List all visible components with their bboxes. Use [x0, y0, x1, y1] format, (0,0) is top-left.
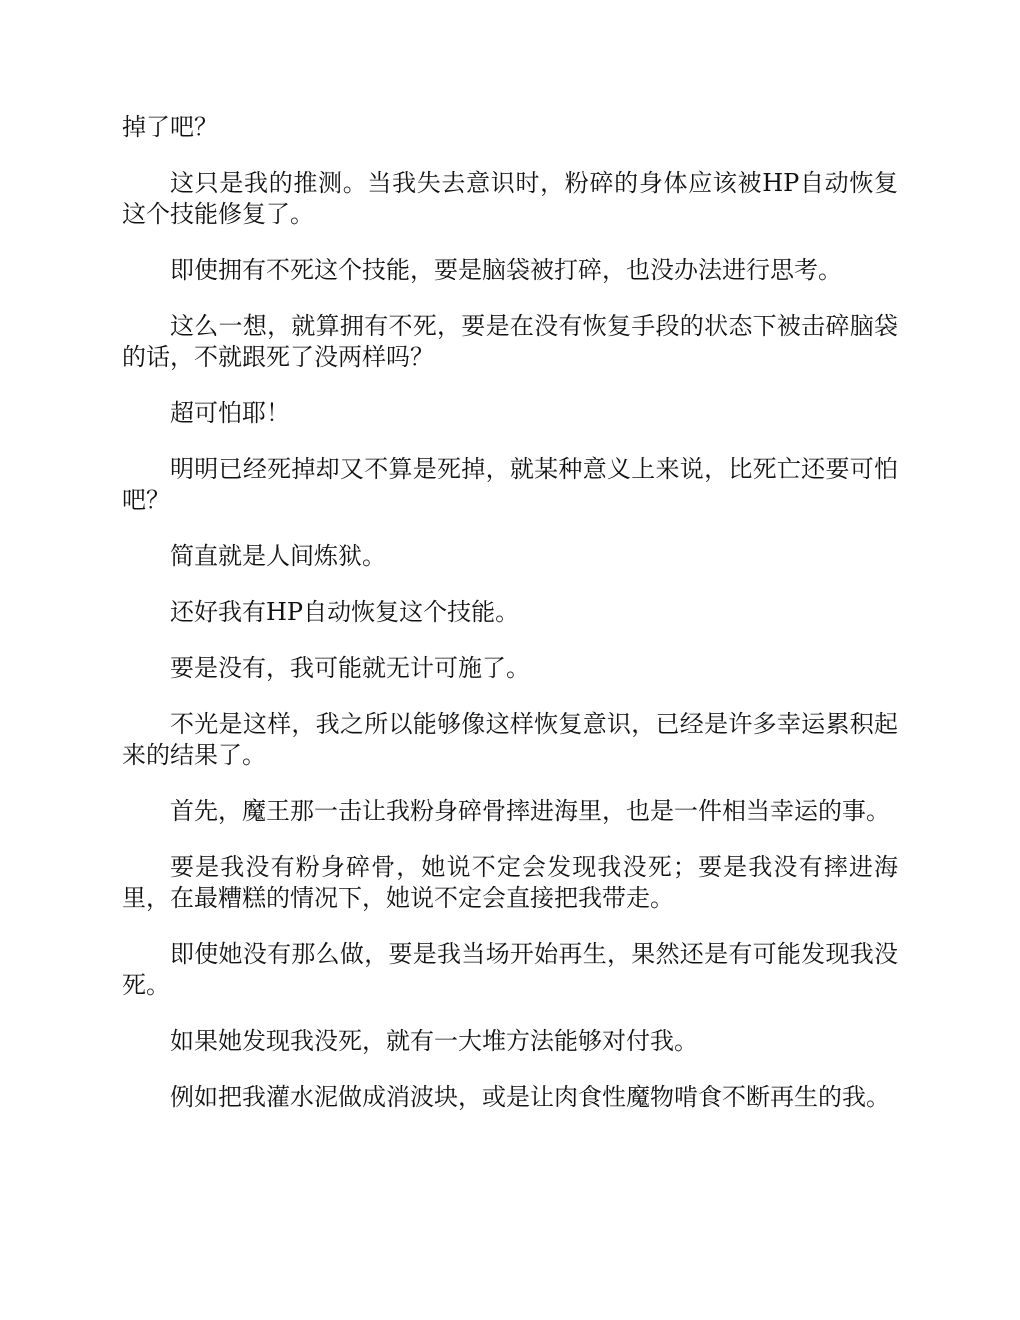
paragraph: 明明已经死掉却又不算是死掉，就某种意义上来说，比死亡还要可怕吧？: [122, 455, 898, 514]
paragraph: 这么一想，就算拥有不死，要是在没有恢复手段的状态下被击碎脑袋的话，不就跟死了没两样吗？: [122, 312, 898, 371]
paragraph-continuation: 掉了吧？: [122, 113, 218, 141]
paragraph: 要是我没有粉身碎骨，她说不定会发现我没死；要是我没有摔进海里，在最糟糕的情况下，她说不定会直接把我带走。: [122, 853, 898, 912]
paragraph: 要是没有，我可能就无计可施了。: [170, 654, 530, 682]
paragraph: 如果她发现我没死，就有一大堆方法能够对付我。: [170, 1027, 698, 1055]
paragraph: 不光是这样，我之所以能够像这样恢复意识，已经是许多幸运累积起来的结果了。: [122, 710, 898, 769]
paragraph: 首先，魔王那一击让我粉身碎骨摔进海里，也是一件相当幸运的事。: [170, 797, 890, 825]
paragraph: 即使拥有不死这个技能，要是脑袋被打碎，也没办法进行思考。: [170, 256, 842, 284]
paragraph: 超可怕耶！: [170, 399, 290, 427]
paragraph: 例如把我灌水泥做成消波块，或是让肉食性魔物啃食不断再生的我。: [170, 1083, 890, 1111]
paragraph: 还好我有HP自动恢复这个技能。: [170, 598, 520, 626]
paragraph: 这只是我的推测。当我失去意识时，粉碎的身体应该被HP自动恢复这个技能修复了。: [122, 169, 898, 228]
paragraph: 即使她没有那么做，要是我当场开始再生，果然还是有可能发现我没死。: [122, 940, 898, 999]
paragraph: 简直就是人间炼狱。: [170, 542, 386, 570]
document-page: [122, 112, 898, 1138]
